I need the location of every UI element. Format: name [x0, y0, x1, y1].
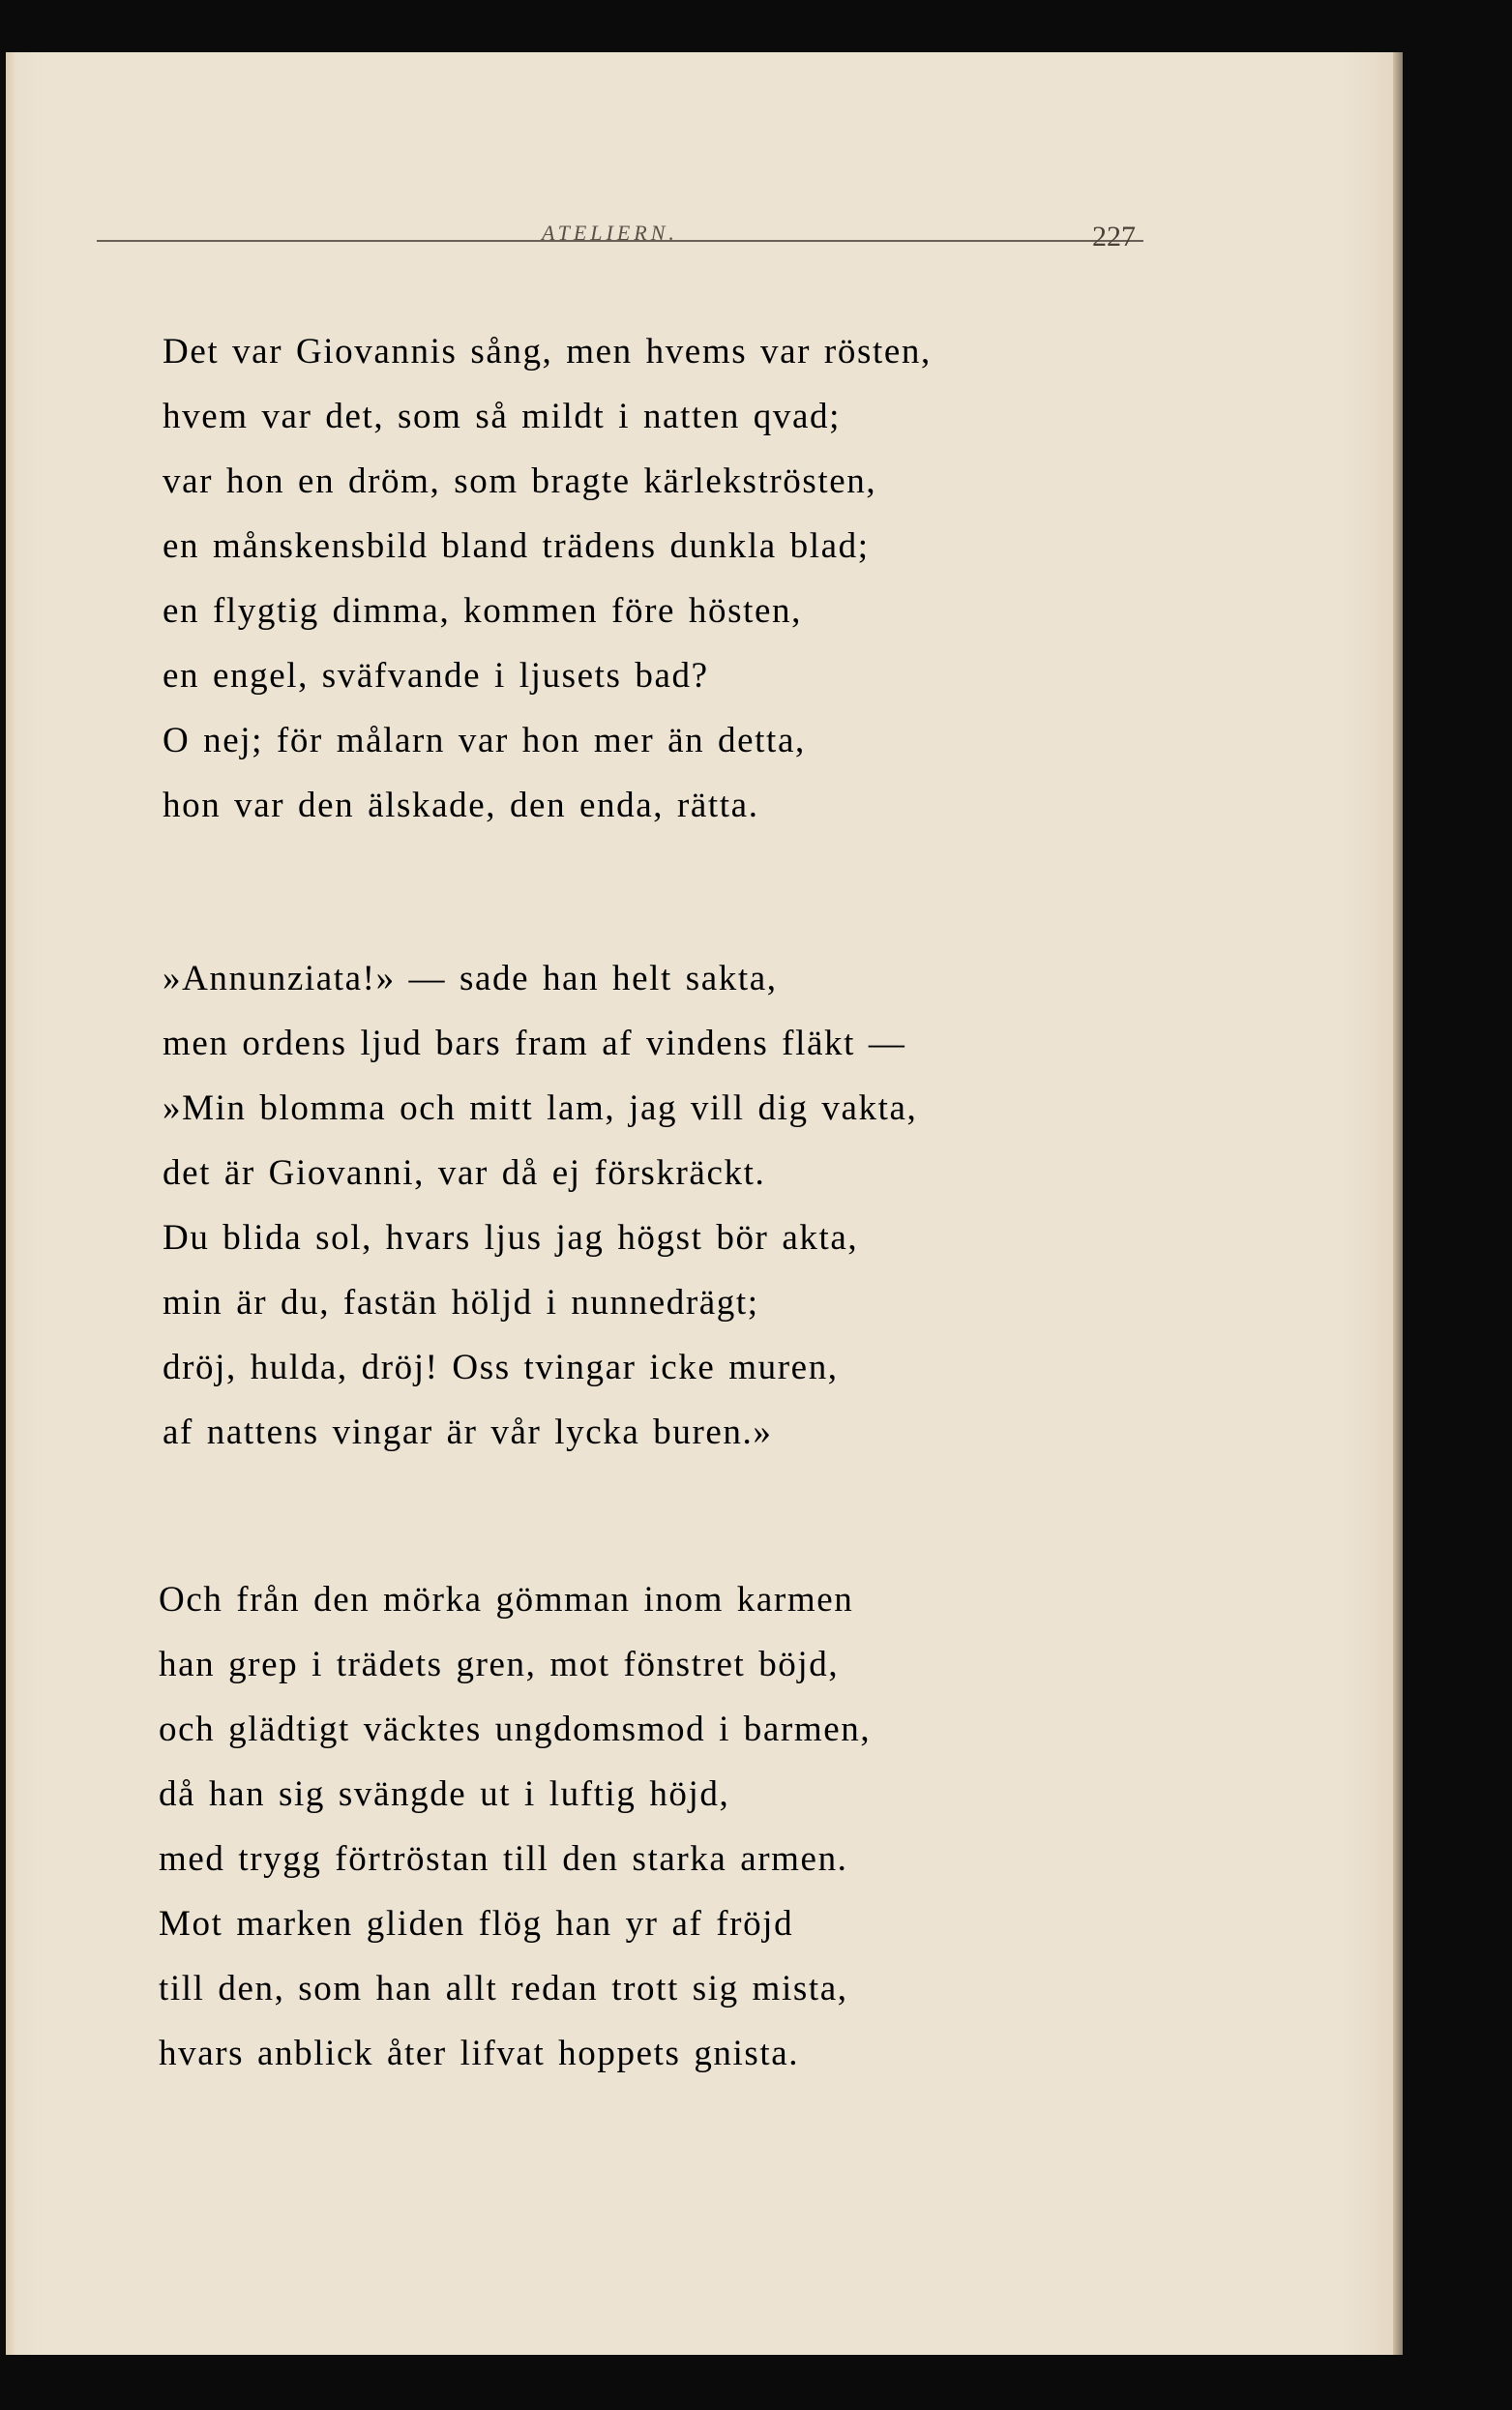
verse-line: af nattens vingar är vår lycka buren.» — [163, 1413, 773, 1452]
page-edge — [1393, 52, 1403, 2355]
verse-line: Och från den mörka gömman inom karmen — [159, 1580, 854, 1620]
verse-line: en flygtig dimma, kommen före hösten, — [163, 591, 802, 631]
stanza-3 — [159, 1567, 871, 2086]
verse-line: men ordens ljud bars fram af vindens fläkt — — [163, 1024, 906, 1063]
verse-line: hvem var det, som så mildt i natten qvad; — [163, 397, 842, 436]
verse-line: Mot marken gliden flög han yr af fröjd — [159, 1904, 794, 1944]
verse-line: en engel, sväfvande i ljusets bad? — [163, 656, 709, 696]
verse-line: med trygg förtröstan till den starka armen. — [159, 1839, 848, 1879]
verse-line: Du blida sol, hvars ljus jag högst bör akta, — [163, 1218, 859, 1258]
verse-line: då han sig svängde ut i luftig höjd, — [159, 1774, 730, 1814]
verse-line: till den, som han allt redan trott sig mista, — [159, 1969, 848, 2008]
stanza-1 — [163, 319, 932, 838]
verse-line: och glädtigt väcktes ungdomsmod i barmen, — [159, 1710, 872, 1749]
verse-line: han grep i trädets gren, mot fönstret böjd, — [159, 1645, 840, 1684]
verse-line: »Min blomma och mitt lam, jag vill dig vakta, — [163, 1088, 918, 1128]
verse-line: dröj, hulda, dröj! Oss tvingar icke muren, — [163, 1348, 839, 1387]
verse-line: en månskensbild bland trädens dunkla blad; — [163, 526, 870, 566]
running-head: ATELIERN. — [542, 221, 678, 245]
stanza-2 — [163, 946, 917, 1465]
page-header — [97, 172, 1143, 253]
verse-line: var hon en dröm, som bragte kärlekströsten, — [163, 461, 877, 501]
page-number: 227 — [1092, 221, 1136, 253]
verse-line: det är Giovanni, var då ej förskräckt. — [163, 1153, 766, 1193]
verse-line: O nej; för målarn var hon mer än detta, — [163, 721, 806, 760]
verse-line: hvars anblick åter lifvat hoppets gnista. — [159, 2034, 800, 2073]
verse-line: »Annunziata!» — sade han helt sakta, — [163, 959, 778, 998]
verse-line: min är du, fastän höljd i nunnedrägt; — [163, 1283, 759, 1323]
verse-line: hon var den älskade, den enda, rätta. — [163, 786, 759, 825]
verse-line: Det var Giovannis sång, men hvems var rösten, — [163, 332, 932, 372]
